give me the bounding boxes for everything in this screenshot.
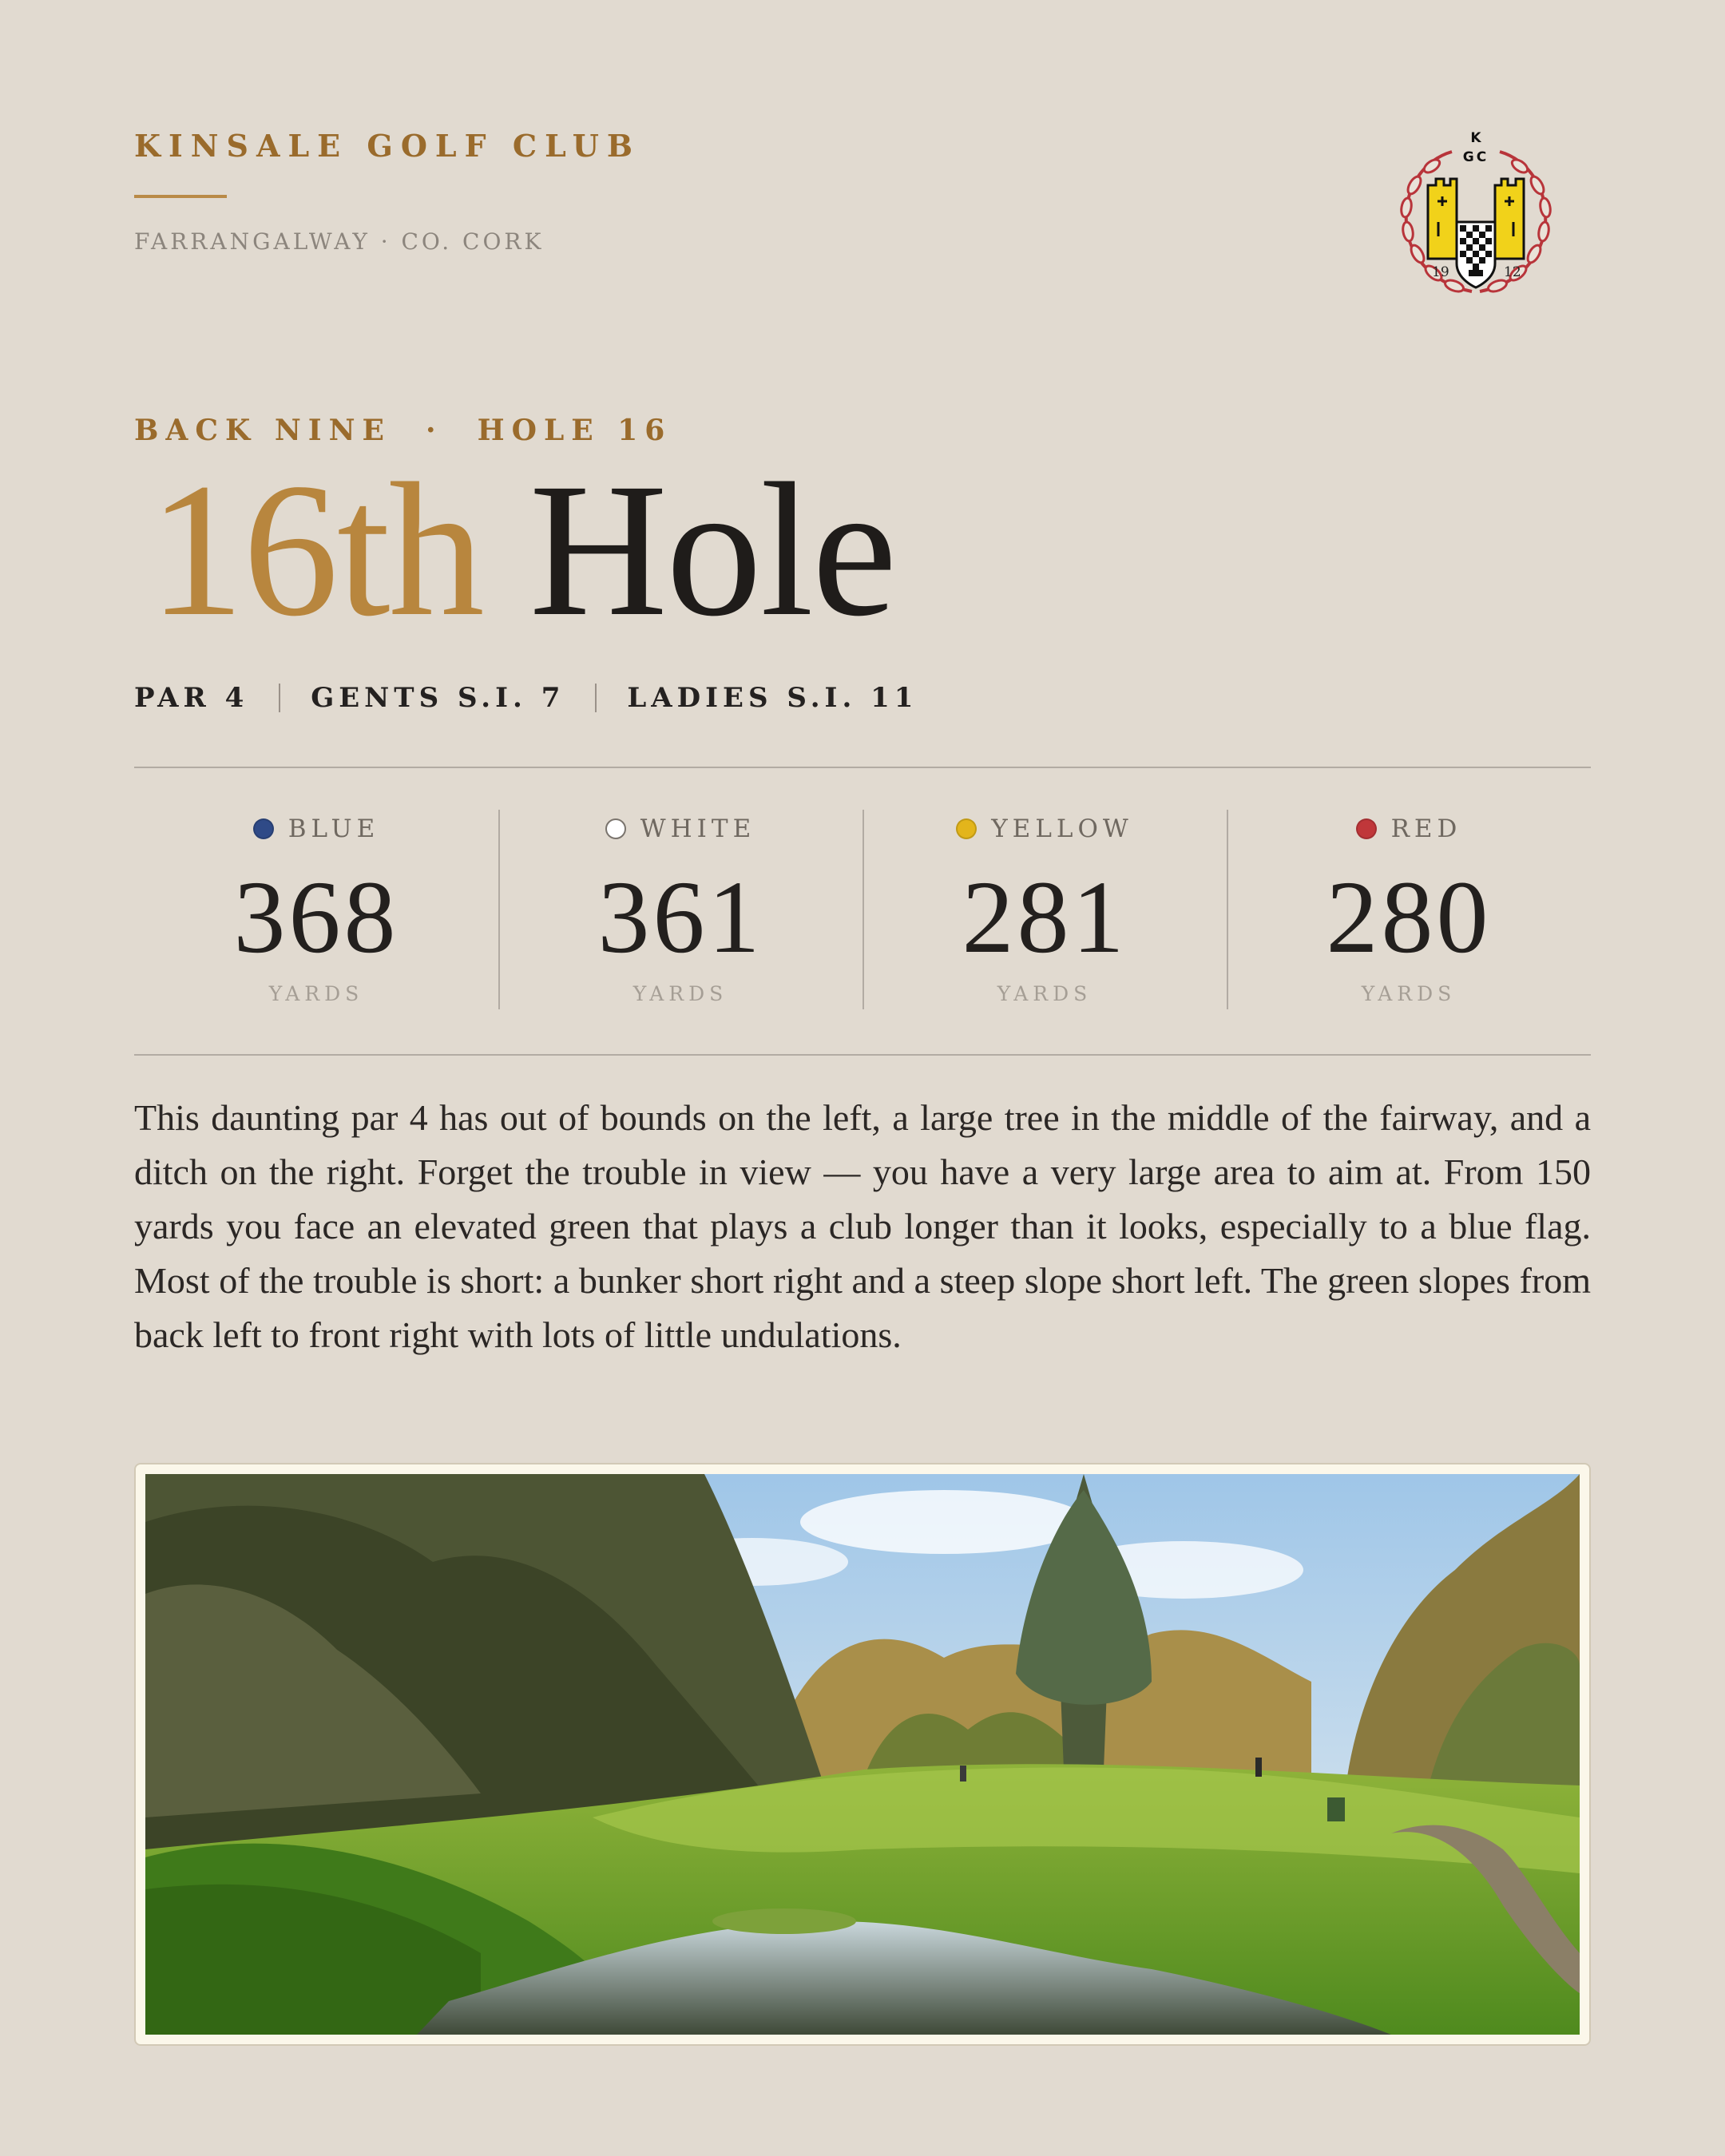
tee-unit: YARDS: [268, 982, 364, 1005]
hole-meta: [134, 682, 918, 714]
hole-page: [134, 0, 1591, 2156]
tee-color-dot: [605, 818, 626, 839]
tee-label: BLUE: [288, 814, 380, 843]
crest-letter-k: K: [1470, 130, 1481, 146]
hole-title: [149, 443, 896, 656]
tee-yards: 361: [597, 860, 763, 975]
tee-yards: 368: [233, 860, 399, 975]
hole-title-word: Hole: [529, 443, 896, 656]
club-crest-logo: [1376, 128, 1576, 327]
hole-photo: [145, 1474, 1580, 2035]
club-location: FARRANGALWAY · CO. CORK: [134, 228, 545, 255]
gents-stroke-index: GENTS S.I. 7: [311, 682, 565, 714]
meta-divider: [595, 684, 597, 712]
meta-divider: [279, 684, 280, 712]
tee-label: WHITE: [640, 814, 756, 843]
tee-color-dot: [253, 818, 274, 839]
par-value: PAR 4: [134, 682, 249, 714]
hole-title-number: 16th: [149, 443, 483, 656]
tee-blue: [134, 768, 498, 1054]
tee-yards: 280: [1326, 860, 1492, 975]
hole-photo-frame: [134, 1463, 1591, 2046]
hole-eyebrow: BACK NINE · HOLE 16: [134, 414, 672, 447]
tee-red: [1227, 768, 1591, 1054]
tee-yards: 281: [962, 860, 1128, 975]
tee-label: YELLOW: [991, 814, 1133, 843]
tee-color-dot: [956, 818, 977, 839]
header-divider: [134, 195, 227, 198]
ladies-stroke-index: LADIES S.I. 11: [627, 682, 918, 714]
tee-label: RED: [1390, 814, 1462, 843]
tee-unit: YARDS: [632, 982, 728, 1005]
crest-year-left: 19: [1432, 264, 1449, 280]
club-name: KINSALE GOLF CLUB: [134, 128, 640, 164]
tee-unit: YARDS: [1361, 982, 1457, 1005]
crest-letters-gc: GC: [1462, 149, 1489, 165]
tee-color-dot: [1356, 818, 1377, 839]
tee-unit: YARDS: [997, 982, 1092, 1005]
tee-white: [498, 768, 862, 1054]
tee-yellow: [862, 768, 1227, 1054]
crest-year-right: 12: [1504, 264, 1521, 280]
tee-yardages: [134, 767, 1591, 1056]
hole-description: This daunting par 4 has out of bounds on the left, a large tree in the middle of the fairway, and a ditch on the right. Forget the trouble in view — you have a very large area to aim at. From 150 yards you face an elevated green that plays a club longer than it looks, especially to a blue flag. Most of the trouble is short: a bunker short right and a steep slope short left. The green slopes from back left to front right with lots of little undulations.: [134, 1097, 1591, 1355]
